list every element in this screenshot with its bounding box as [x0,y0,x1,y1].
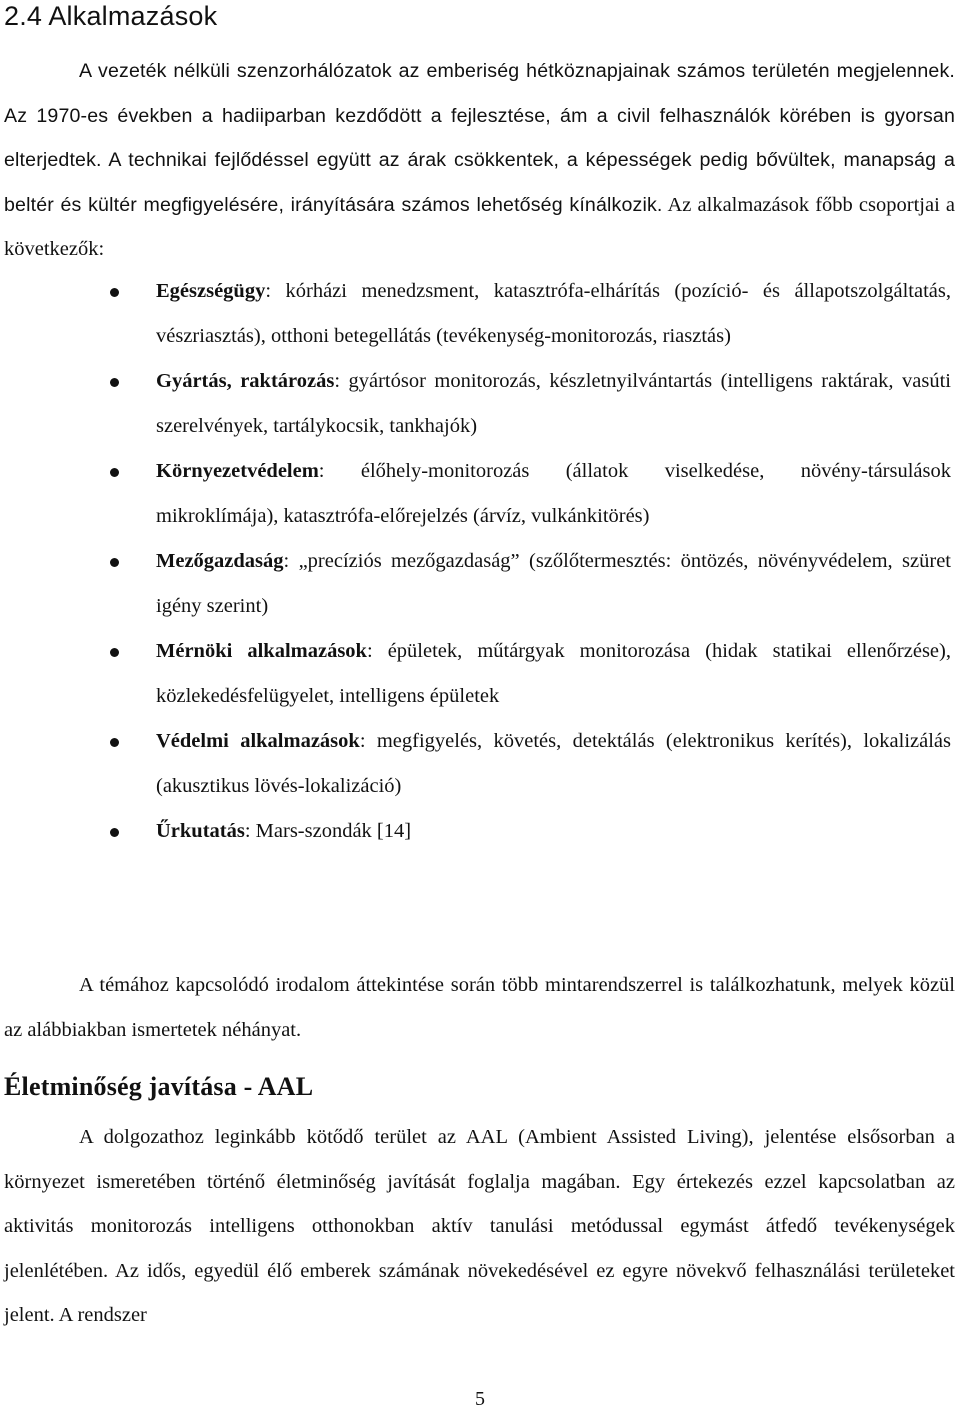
aal-text: A dolgozathoz leginkább kötődő terület az AAL (Ambient Assisted Living), jelentése elsősorban a környezet ismeretében történő életminőség javítását foglalja magában. Egy értekezés ezzel kapcsolatban az aktivitás monitorozás intelligens otthonokban aktív tanulási metódussal egymást átfedő tevékenységek jelenlétében. Az idős, egyedül élő emberek számának növekedésével ez egyre növekvő felhasználási területeket jelent. A rendszer [4,1126,955,1326]
bullet-icon [110,828,119,837]
list-item-environment [0,449,951,539]
page-number: 5 [475,1388,485,1410]
list-item-title: Mezőgazdaság [156,550,284,572]
list-item-description: : megfigyelés, követés, detektálás (elektronikus kerítés), lokalizálás (akusztikus lövés-lokalizáció) [156,730,951,797]
summary-text: A témához kapcsolódó irodalom áttekintése során több mintarendszerrel is találkozhatunk, melyek közül az alábbiakban ismertetek néhányat. [4,974,955,1041]
list-item-title: Gyártás, raktározás [156,370,335,392]
list-item-title: Környezetvédelem [156,460,319,482]
list-item-agriculture [0,539,951,629]
list-item-title: Mérnöki alkalmazások [156,640,367,662]
intro-text: A vezeték nélküli szenzorhálózatok az emberiség hétköznapjainak számos területén megjelennek. Az 1970-es években a hadiiparban kezdődött a fejlesztése, ám a civil felhasználók körében is gyorsan elterjedtek. A technikai fejlődéssel együtt az árak csökkentek, a képességek pedig bővültek, manapság a beltér és kültér megfigyelésére, irányítására számos lehetőség kínálkozik. [4,60,955,216]
list-item-title: Űrkutatás [156,820,245,842]
bullet-icon [110,558,119,567]
list-item-description: : élőhely-monitorozás (állatok viselkedése, növény-társulások mikroklímája), katasztrófa-előrejelzés (árvíz, vulkánkitörés) [156,460,951,527]
list-item-description: : épületek, műtárgyak monitorozása (hidak statikai ellenőrzése), közlekedésfelügyelet, intelligens épületek [156,640,951,707]
list-item-description: : „precíziós mezőgazdaság” (szőlőtermesztés: öntözés, növényvédelem, szüret igény szerint) [156,550,951,617]
aal-heading: Életminőség javítása - AAL [4,1072,314,1101]
list-item-description: : kórházi menedzsment, katasztrófa-elhárítás (pozíció- és állapotszolgáltatás, vészriasztás), otthoni betegellátás (tevékenység-monitorozás, riasztás) [156,280,951,347]
aal-paragraph [4,1115,955,1338]
intro-text-continued: Az alkalmazások főbb csoportjai a következők: [4,193,955,260]
bullet-icon [110,648,119,657]
summary-paragraph [4,963,955,1052]
list-item-engineering [0,629,951,719]
intro-paragraph [4,49,955,272]
section-heading: 2.4 Alkalmazások [4,1,218,31]
bullet-icon [110,288,119,297]
list-item-defense [0,719,951,809]
bullet-icon [110,378,119,387]
list-item-title: Egészségügy [156,280,266,302]
list-item-space-research [0,809,951,854]
list-item-description: : gyártósor monitorozás, készletnyilvántartás (intelligens raktárak, vasúti szerelvények, tartálykocsik, tankhajók) [156,370,951,437]
application-list [0,269,960,854]
list-item-healthcare [0,269,951,359]
list-item-manufacturing [0,359,951,449]
list-item-title: Védelmi alkalmazások [156,730,360,752]
list-item-description: : Mars-szondák [14] [244,820,412,842]
bullet-icon [110,468,119,477]
bullet-icon [110,738,119,747]
